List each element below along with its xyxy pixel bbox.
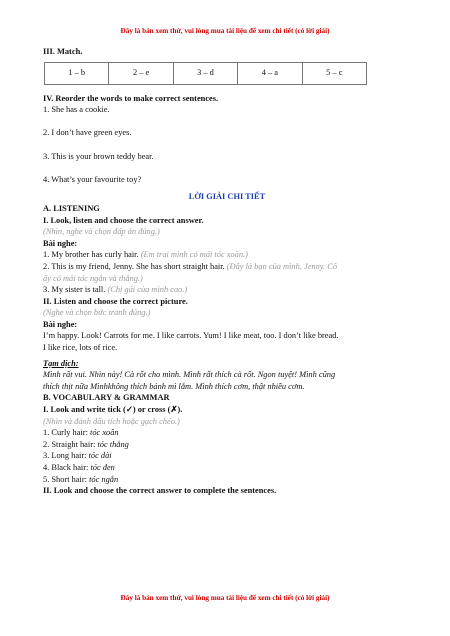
vocab-item <box>43 439 411 451</box>
match-cell: 4 – a <box>238 62 302 84</box>
script-line-text: 3. My sister is tall. <box>43 285 106 295</box>
vocab-item-en: 3. Long hair: <box>43 451 87 461</box>
vocab-item-vi: tóc dài <box>88 451 112 461</box>
reorder-item: 1. She has a cookie. <box>43 105 110 115</box>
script-text: I like rice, lots of rice. <box>43 343 118 353</box>
match-cell: 3 – d <box>173 62 237 84</box>
vocab-item <box>43 462 411 474</box>
vocab-item-en: 1. Curly hair: <box>43 428 88 438</box>
match-answer-table <box>44 62 367 85</box>
vocab-item-vi: tóc đen <box>90 463 115 472</box>
vocab-item-vi: tóc ngắn <box>89 474 119 484</box>
listening-part1-hint: (Nhìn, nghe và chọn đáp án đúng.) <box>43 227 160 237</box>
script-line <box>43 261 411 273</box>
vocab-item <box>43 474 411 486</box>
match-cell: 2 – e <box>109 62 173 84</box>
vocab-item-vi: tóc thẳng <box>97 439 129 449</box>
script-text: I’m happy. Look! Carrots for me. I like carrots. Yum! I like meat, too. I don’t like bread. <box>43 331 339 341</box>
match-cell: 1 – b <box>45 62 109 84</box>
vocab-part1-heading: I. Look and write tick (✓) or cross (✗). <box>43 405 183 415</box>
script-line-text: 2. This is my friend, Jenny. She has short straight hair. <box>43 261 225 271</box>
preview-banner-top: Đây là bản xem thử, vui lòng mua tài liệu để xem chi tiết (có lời giải) <box>120 27 330 35</box>
vocab-item-en: 5. Short hair: <box>43 474 87 484</box>
section-a-heading: A. LISTENING <box>43 203 100 213</box>
reorder-heading: IV. Reorder the words to make correct sentences. <box>43 93 219 103</box>
script-line-text: 1. My brother has curly hair. <box>43 250 139 260</box>
script-line-translation: (Chị gái của mình cao.) <box>107 285 188 295</box>
script-line <box>43 284 411 296</box>
listening-part2-hint: (Nghe và chọn bức tranh đúng.) <box>43 308 151 318</box>
vocab-item-en: 4. Black hair: <box>43 463 89 472</box>
script-line-translation-cont: ấy có mái tóc ngắn và thẳng.) <box>43 273 143 283</box>
match-heading: III. Match. <box>43 47 83 56</box>
solution-title: LỜI GIẢI CHI TIẾT <box>188 192 266 202</box>
preview-banner-bottom: Đây là bản xem thử, vui lòng mua tài liệu để xem chi tiết (có lời giải) <box>120 594 330 602</box>
document-body <box>43 46 411 497</box>
section-b-heading: B. VOCABULARY & GRAMMAR <box>43 393 170 403</box>
vocab-part1-hint: (Nhìn và đánh dấu tích hoặc gạch chéo.) <box>43 416 180 426</box>
script-line-translation: (Em trai mình có mái tóc xoăn.) <box>140 250 248 260</box>
vocab-item-en: 2. Straight hair: <box>43 439 96 449</box>
vocab-item-vi: tóc xoăn <box>90 428 119 438</box>
script-line-translation: (Đây là bạn của mình, Jenny. Cô <box>226 261 338 271</box>
vocab-item <box>43 450 411 462</box>
script-label: Bài nghe: <box>43 238 78 248</box>
reorder-item: 2. I don’t have green eyes. <box>43 128 132 138</box>
translation-label: Tạm dịch: <box>43 358 79 368</box>
translation-text: Mình rất vui. Nhìn này! Cà rốt cho mình. Mình rất thích cà rốt. Ngon tuyệt! Mình cũng <box>43 370 336 380</box>
reorder-item: 4. What’s your favourite toy? <box>43 174 142 184</box>
vocab-part2-heading: II. Look and choose the correct answer to complete the sentences. <box>43 486 277 496</box>
match-cell: 5 – c <box>302 62 366 84</box>
translation-text: thích thịt nữa Mìnhkhông thích bánh mì lắm. Mình thích cơm, thật nhiều cơm. <box>43 381 305 391</box>
reorder-item: 3. This is your brown teddy bear. <box>43 151 154 161</box>
script-line <box>43 249 411 261</box>
listening-part1-heading: I. Look, listen and choose the correct answer. <box>43 215 204 225</box>
vocab-item <box>43 427 411 439</box>
listening-part2-heading: II. Listen and choose the correct picture. <box>43 296 188 306</box>
script-label: Bài nghe: <box>43 319 78 329</box>
